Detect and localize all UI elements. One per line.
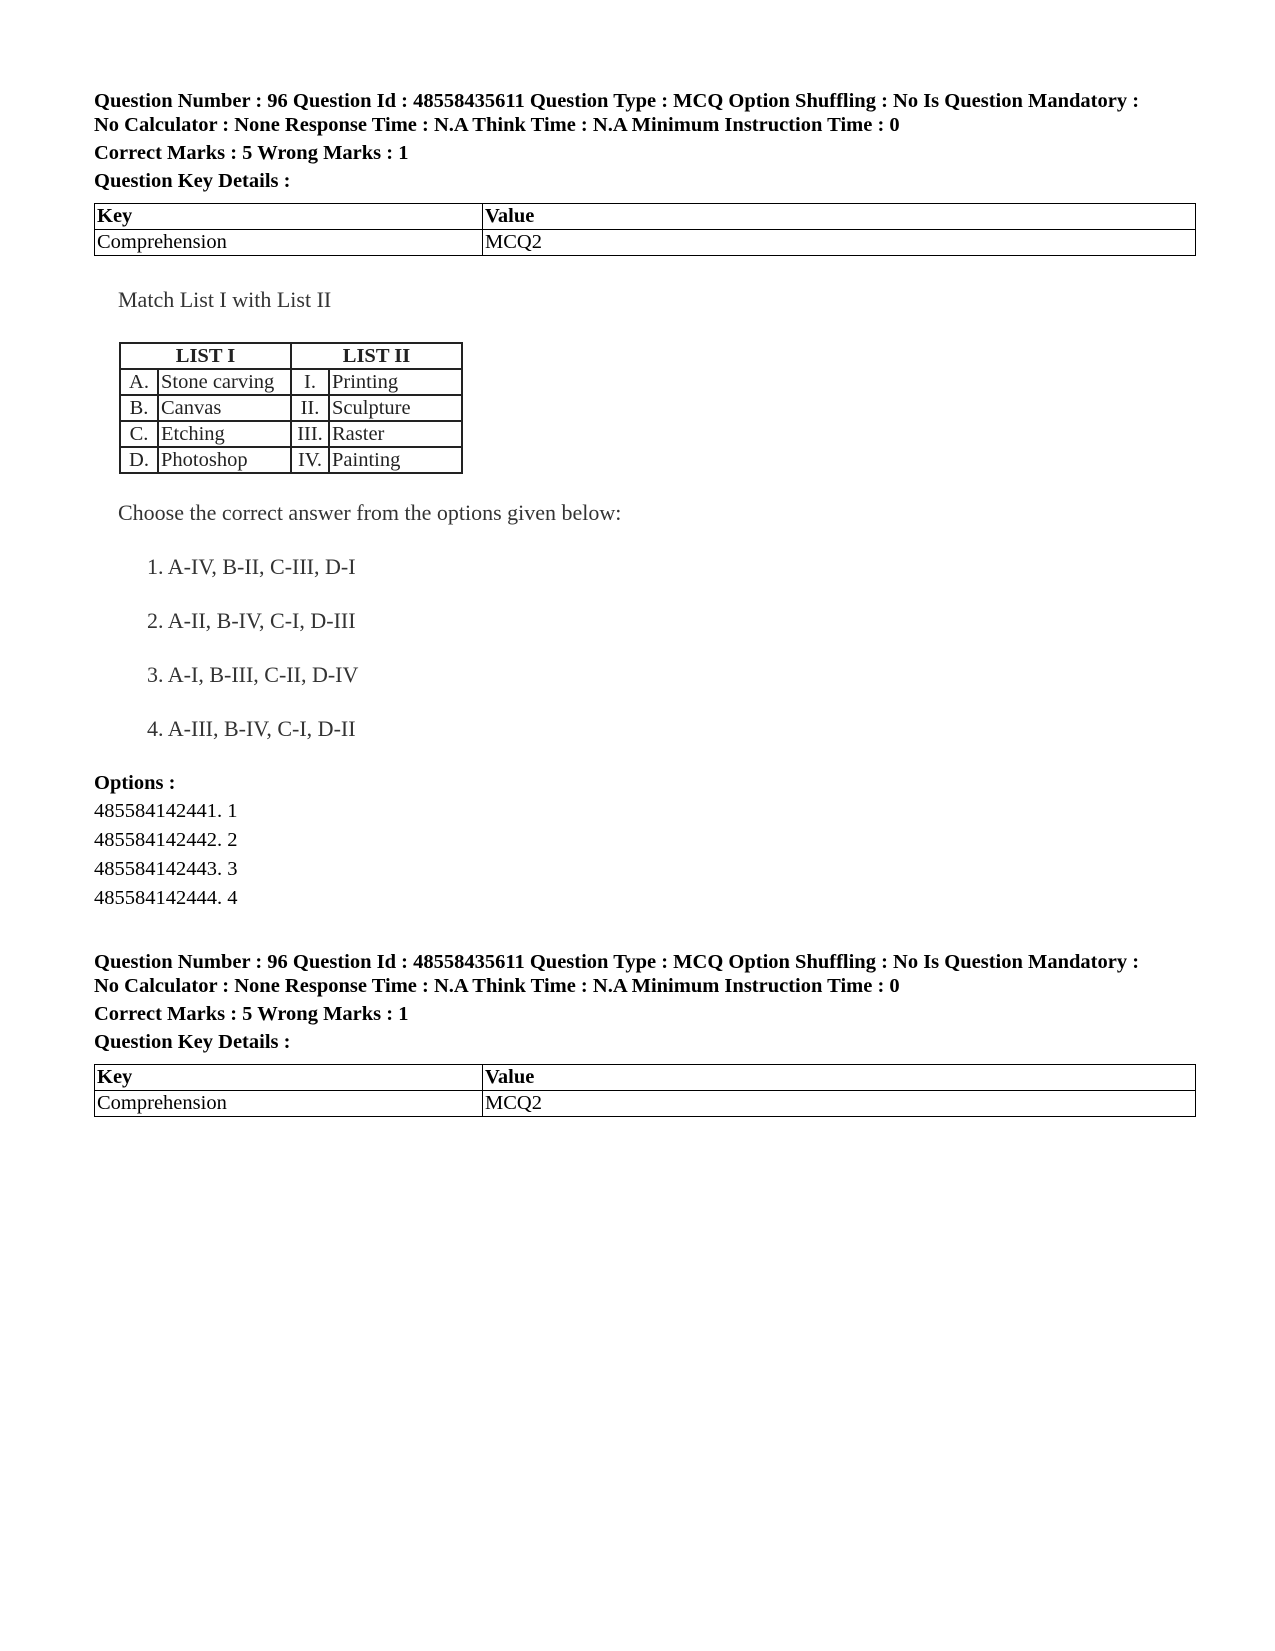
table-row bbox=[95, 230, 1196, 256]
list-2-header: LIST II bbox=[291, 343, 462, 369]
list-1-label: B. bbox=[120, 395, 158, 421]
list-2-label: IV. bbox=[291, 447, 329, 473]
list-1-item: Etching bbox=[158, 421, 291, 447]
table-header-row bbox=[95, 1065, 1196, 1091]
key-details-label: Question Key Details : bbox=[94, 1031, 291, 1053]
option-item: 485584142443. 3 bbox=[94, 858, 238, 880]
option-item: 485584142444. 4 bbox=[94, 887, 238, 909]
answer-choice-1: 1. A-IV, B-II, C-III, D-I bbox=[147, 554, 356, 579]
list-1-label: A. bbox=[120, 369, 158, 395]
key-details-table bbox=[94, 203, 1196, 256]
list-header-row bbox=[120, 343, 462, 369]
table-header-key: Key bbox=[95, 1065, 483, 1091]
list-1-item: Stone carving bbox=[158, 369, 291, 395]
table-cell-key: Comprehension bbox=[95, 230, 483, 256]
list-row bbox=[120, 421, 462, 447]
list-2-item: Sculpture bbox=[329, 395, 462, 421]
table-header-row bbox=[95, 204, 1196, 230]
question-instruction: Match List I with List II bbox=[118, 287, 332, 312]
answer-choice-4: 4. A-III, B-IV, C-I, D-II bbox=[147, 716, 356, 741]
list-2-item: Painting bbox=[329, 447, 462, 473]
question-meta-line-1: Question Number : 96 Question Id : 48558435611 Question Type : MCQ Option Shuffling : No Is Question Mandatory : bbox=[94, 951, 1140, 973]
list-2-item: Printing bbox=[329, 369, 462, 395]
answer-choice-3: 3. A-I, B-III, C-II, D-IV bbox=[147, 662, 359, 687]
question-meta-line-1: Question Number : 96 Question Id : 48558435611 Question Type : MCQ Option Shuffling : No Is Question Mandatory : bbox=[94, 90, 1140, 112]
table-header-key: Key bbox=[95, 204, 483, 230]
list-1-item: Canvas bbox=[158, 395, 291, 421]
list-row bbox=[120, 395, 462, 421]
list-1-item: Photoshop bbox=[158, 447, 291, 473]
question-meta bbox=[94, 89, 1194, 137]
list-2-label: II. bbox=[291, 395, 329, 421]
table-cell-value: MCQ2 bbox=[483, 1091, 1196, 1117]
list-1-label: C. bbox=[120, 421, 158, 447]
answer-choice-2: 2. A-II, B-IV, C-I, D-III bbox=[147, 608, 356, 633]
list-1-header: LIST I bbox=[120, 343, 291, 369]
question-meta-line-2: No Calculator : None Response Time : N.A Think Time : N.A Minimum Instruction Time : 0 bbox=[94, 975, 900, 997]
table-cell-key: Comprehension bbox=[95, 1091, 483, 1117]
question-meta bbox=[94, 950, 1194, 998]
key-details-table bbox=[94, 1064, 1196, 1117]
list-2-label: I. bbox=[291, 369, 329, 395]
option-item: 485584142441. 1 bbox=[94, 800, 238, 822]
key-details-label: Question Key Details : bbox=[94, 170, 291, 192]
table-header-value: Value bbox=[483, 1065, 1196, 1091]
match-list-table bbox=[119, 342, 463, 474]
list-row bbox=[120, 447, 462, 473]
table-row bbox=[95, 1091, 1196, 1117]
table-cell-value: MCQ2 bbox=[483, 230, 1196, 256]
list-2-label: III. bbox=[291, 421, 329, 447]
table-header-value: Value bbox=[483, 204, 1196, 230]
marks-line: Correct Marks : 5 Wrong Marks : 1 bbox=[94, 142, 409, 164]
options-heading: Options : bbox=[94, 772, 176, 794]
list-2-item: Raster bbox=[329, 421, 462, 447]
choose-instruction: Choose the correct answer from the options given below: bbox=[118, 500, 622, 525]
question-meta-line-2: No Calculator : None Response Time : N.A Think Time : N.A Minimum Instruction Time : 0 bbox=[94, 114, 900, 136]
option-item: 485584142442. 2 bbox=[94, 829, 238, 851]
list-row bbox=[120, 369, 462, 395]
list-1-label: D. bbox=[120, 447, 158, 473]
marks-line: Correct Marks : 5 Wrong Marks : 1 bbox=[94, 1003, 409, 1025]
